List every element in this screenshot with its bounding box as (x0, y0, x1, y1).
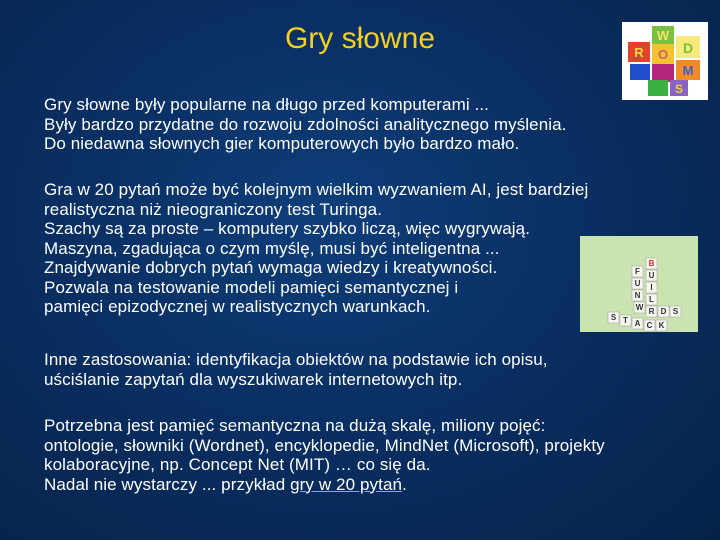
tile-letter: T (623, 316, 628, 325)
cube-letter: R (634, 45, 644, 60)
paragraph-intro (44, 95, 567, 154)
text-fragment: Nadal nie wystarczy ... przykład (44, 474, 291, 494)
paragraph-semantic-memory (44, 416, 605, 494)
tiles-left-column (632, 266, 643, 301)
text-line: realistyczna niż nieograniczony test Turinga. (44, 199, 383, 219)
tile-letter: F (635, 267, 640, 276)
tile-letter: W (635, 303, 644, 312)
text-line: uściślanie zapytań dla wyszukiwarek internetowych itp. (44, 369, 463, 389)
paragraph-twenty-questions (44, 180, 588, 317)
cube-green (652, 26, 674, 44)
cube-blue (630, 64, 650, 80)
text-line: ontologie, słowniki (Wordnet), encyklopedie, MindNet (Microsoft), projekty (44, 435, 605, 455)
text-line: Były bardzo przydatne do rozwoju zdolności analitycznego myślenia. (44, 114, 567, 134)
tile-letter: I (650, 283, 653, 292)
text-line: Maszyna, zgadująca o czym myślę, musi być inteligentna ... (44, 238, 500, 258)
letter-tiles-image (580, 236, 698, 332)
text-fragment: . (402, 474, 407, 494)
text-line: Inne zastosowania: identyfikacja obiektów na podstawie ich opisu, (44, 350, 548, 369)
cube-letter: M (682, 63, 694, 78)
text-line: Szachy są za proste – komputery szybko liczą, więc wygrywają. (44, 219, 531, 238)
cube-letter: S (674, 82, 684, 96)
text-line: Znajdywanie dobrych pytań wymaga wiedzy i kreatywności. (44, 258, 498, 277)
text-line: Pozwala na testowanie modeli pamięci semantycznej i (44, 277, 459, 297)
tile-letter: S (672, 307, 679, 316)
word-cubes-image (622, 22, 708, 100)
tile-letter: R (648, 307, 655, 316)
tile-letter: C (646, 321, 653, 330)
tile-letter: B (648, 259, 655, 268)
text-line: pamięci epizodycznej w realistycznych warunkach. (44, 297, 431, 316)
text-line: Gry słowne były popularne na długo przed komputerami ... (44, 95, 489, 114)
twenty-questions-link[interactable]: gry w 20 pytań (290, 474, 403, 494)
tile-letter: A (634, 319, 641, 328)
tile-letter: N (634, 291, 641, 300)
text-line: Potrzebna jest pamięć semantyczna na dużą skalę, miliony pojęć: (44, 416, 546, 435)
text-line: Gra w 20 pytań może być kolejnym wielkim wyzwaniem AI, jest bardziej (44, 180, 589, 199)
paragraph-applications (44, 350, 548, 389)
cube-green-bottom (648, 80, 668, 96)
tile-letter: K (658, 321, 665, 330)
tile-letter: D (660, 307, 667, 316)
tile-letter: U (634, 279, 641, 288)
cube-magenta (652, 64, 674, 82)
cube-letter: D (682, 40, 694, 56)
tile-letter: S (610, 313, 617, 322)
tile-letter: L (649, 295, 654, 304)
text-line: Do niedawna słownych gier komputerowych było bardzo mało. (44, 134, 520, 153)
text-line-with-link (44, 475, 605, 495)
text-line: kolaboracyjne, np. Concept Net (MIT) … co się da. (44, 455, 431, 474)
cube-letter: O (657, 47, 669, 62)
slide-title: Gry słowne (284, 22, 436, 55)
cube-letter: W (656, 28, 670, 43)
tile-letter: U (648, 271, 655, 280)
